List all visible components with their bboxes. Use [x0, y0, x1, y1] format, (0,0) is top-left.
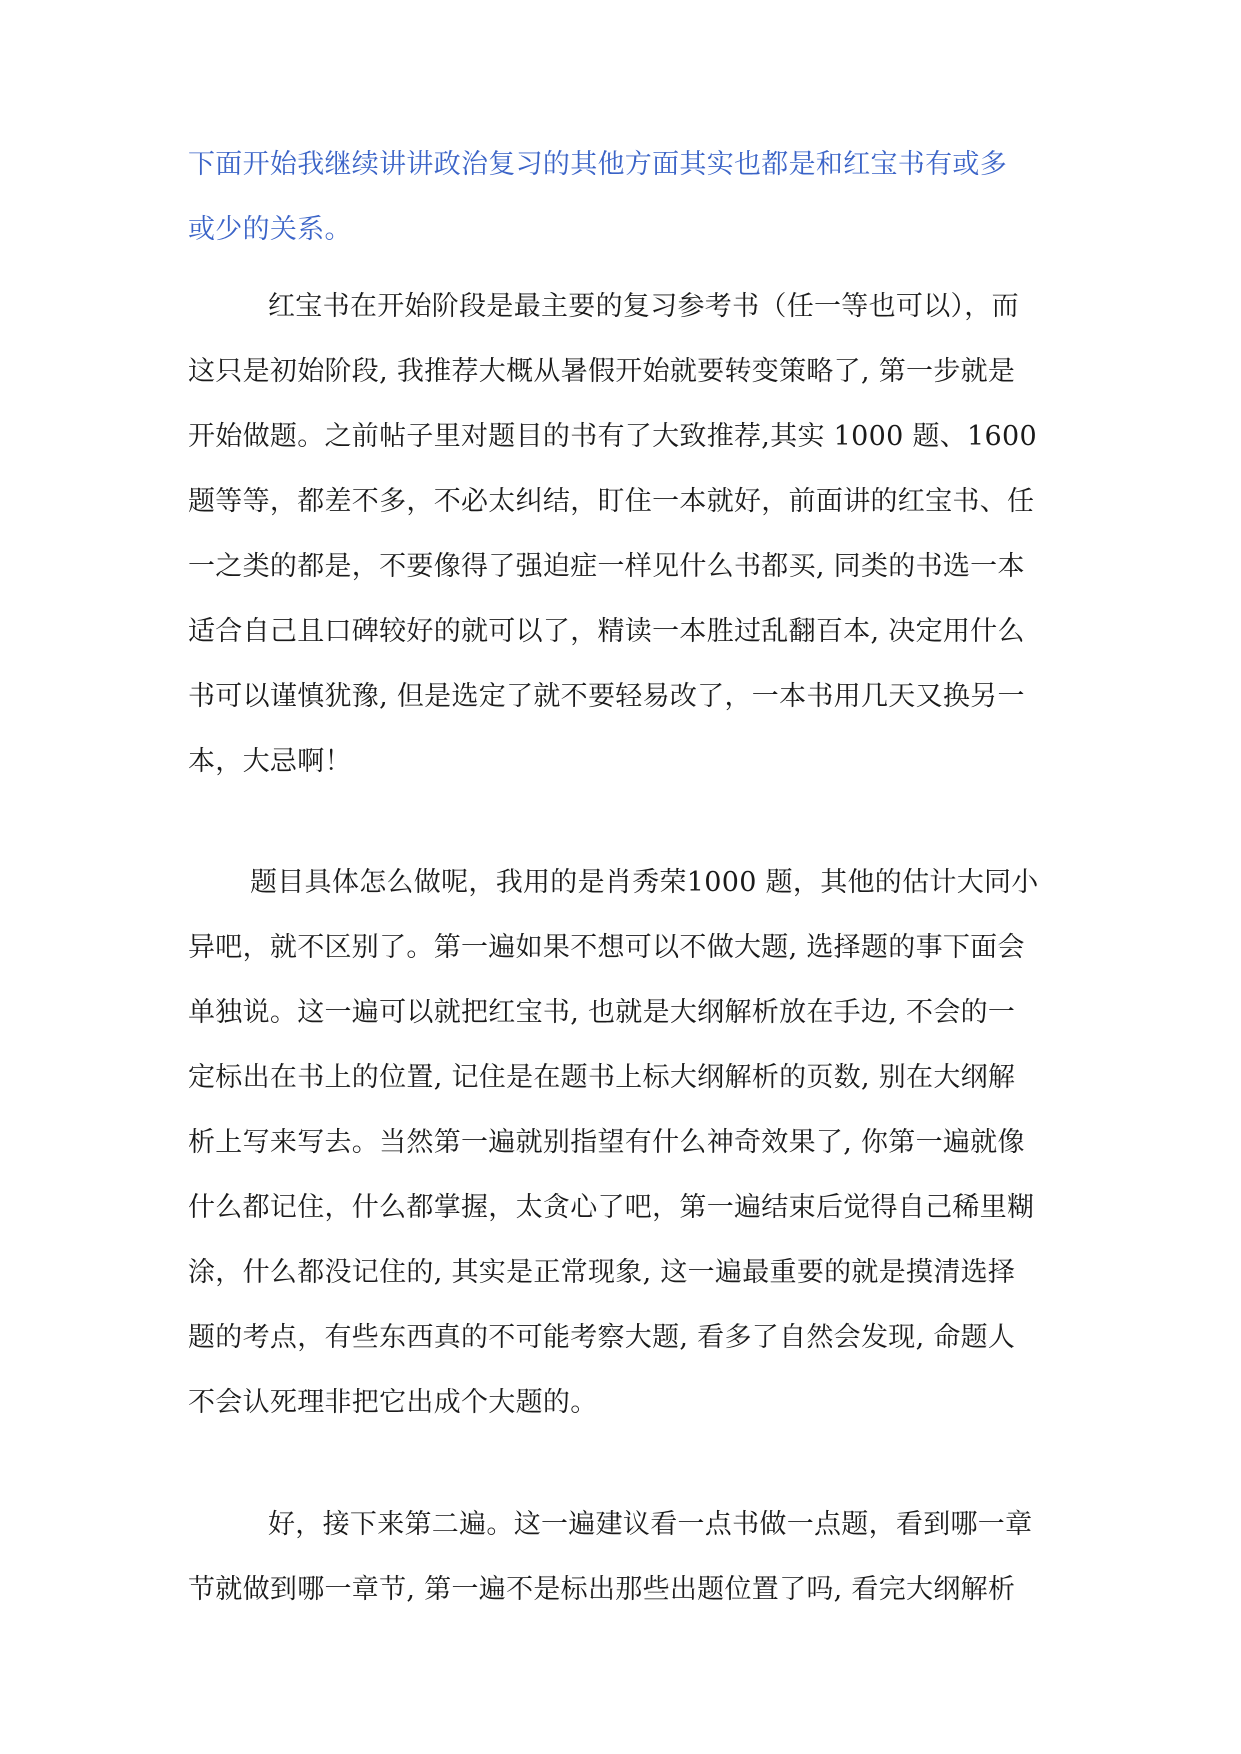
- text-line: 书可以谨慎犹豫, 但是选定了就不要轻易改了，一本书用几天又换另一: [188, 681, 1025, 712]
- paragraph-intro: [188, 132, 1088, 262]
- text-line: 题目具体怎么做呢，我用的是肖秀荣1000 题，其他的估计大同小: [250, 867, 1039, 898]
- text-line: 好，接下来第二遍。这一遍建议看一点书做一点题，看到哪一章: [268, 1509, 1033, 1540]
- text-line: 本，大忌啊！: [188, 746, 352, 777]
- text-line: 这只是初始阶段, 我推荐大概从暑假开始就要转变策略了, 第一步就是: [188, 356, 1016, 387]
- paragraph-red-book: [188, 274, 1088, 794]
- paragraph-second-pass: [188, 1492, 1088, 1622]
- text-line: 或少的关系。: [188, 214, 352, 245]
- text-line: 涂，什么都没记住的, 其实是正常现象, 这一遍最重要的就是摸清选择: [188, 1257, 1016, 1288]
- paragraph-how-to-do-exercises: [188, 850, 1088, 1435]
- text-line: 什么都记住，什么都掌握，太贪心了吧，第一遍结束后觉得自己稀里糊: [188, 1192, 1035, 1223]
- text-line: 定标出在书上的位置, 记住是在题书上标大纲解析的页数, 别在大纲解: [188, 1062, 1016, 1093]
- text-line: 开始做题。之前帖子里对题目的书有了大致推荐,其实 1000 题、1600: [188, 421, 1037, 452]
- text-line: 题等等，都差不多，不必太纠结，盯住一本就好，前面讲的红宝书、任: [188, 486, 1035, 517]
- text-line: 下面开始我继续讲讲政治复习的其他方面其实也都是和红宝书有或多: [188, 149, 1007, 180]
- text-line: 单独说。这一遍可以就把红宝书, 也就是大纲解析放在手边, 不会的一: [188, 997, 1016, 1028]
- text-line: 一之类的都是，不要像得了强迫症一样见什么书都买, 同类的书选一本: [188, 551, 1025, 582]
- text-line: 节就做到哪一章节, 第一遍不是标出那些出题位置了吗, 看完大纲解析: [188, 1574, 1016, 1605]
- text-line: 不会认死理非把它出成个大题的。: [188, 1387, 598, 1418]
- text-line: 析上写来写去。当然第一遍就别指望有什么神奇效果了, 你第一遍就像: [188, 1127, 1025, 1158]
- text-line: 题的考点，有些东西真的不可能考察大题, 看多了自然会发现, 命题人: [188, 1322, 1016, 1353]
- text-line: 红宝书在开始阶段是最主要的复习参考书（任一等也可以），而: [268, 291, 1019, 322]
- text-line: 异吧，就不区别了。第一遍如果不想可以不做大题, 选择题的事下面会: [188, 932, 1025, 963]
- text-line: 适合自己且口碑较好的就可以了，精读一本胜过乱翻百本, 决定用什么: [188, 616, 1025, 647]
